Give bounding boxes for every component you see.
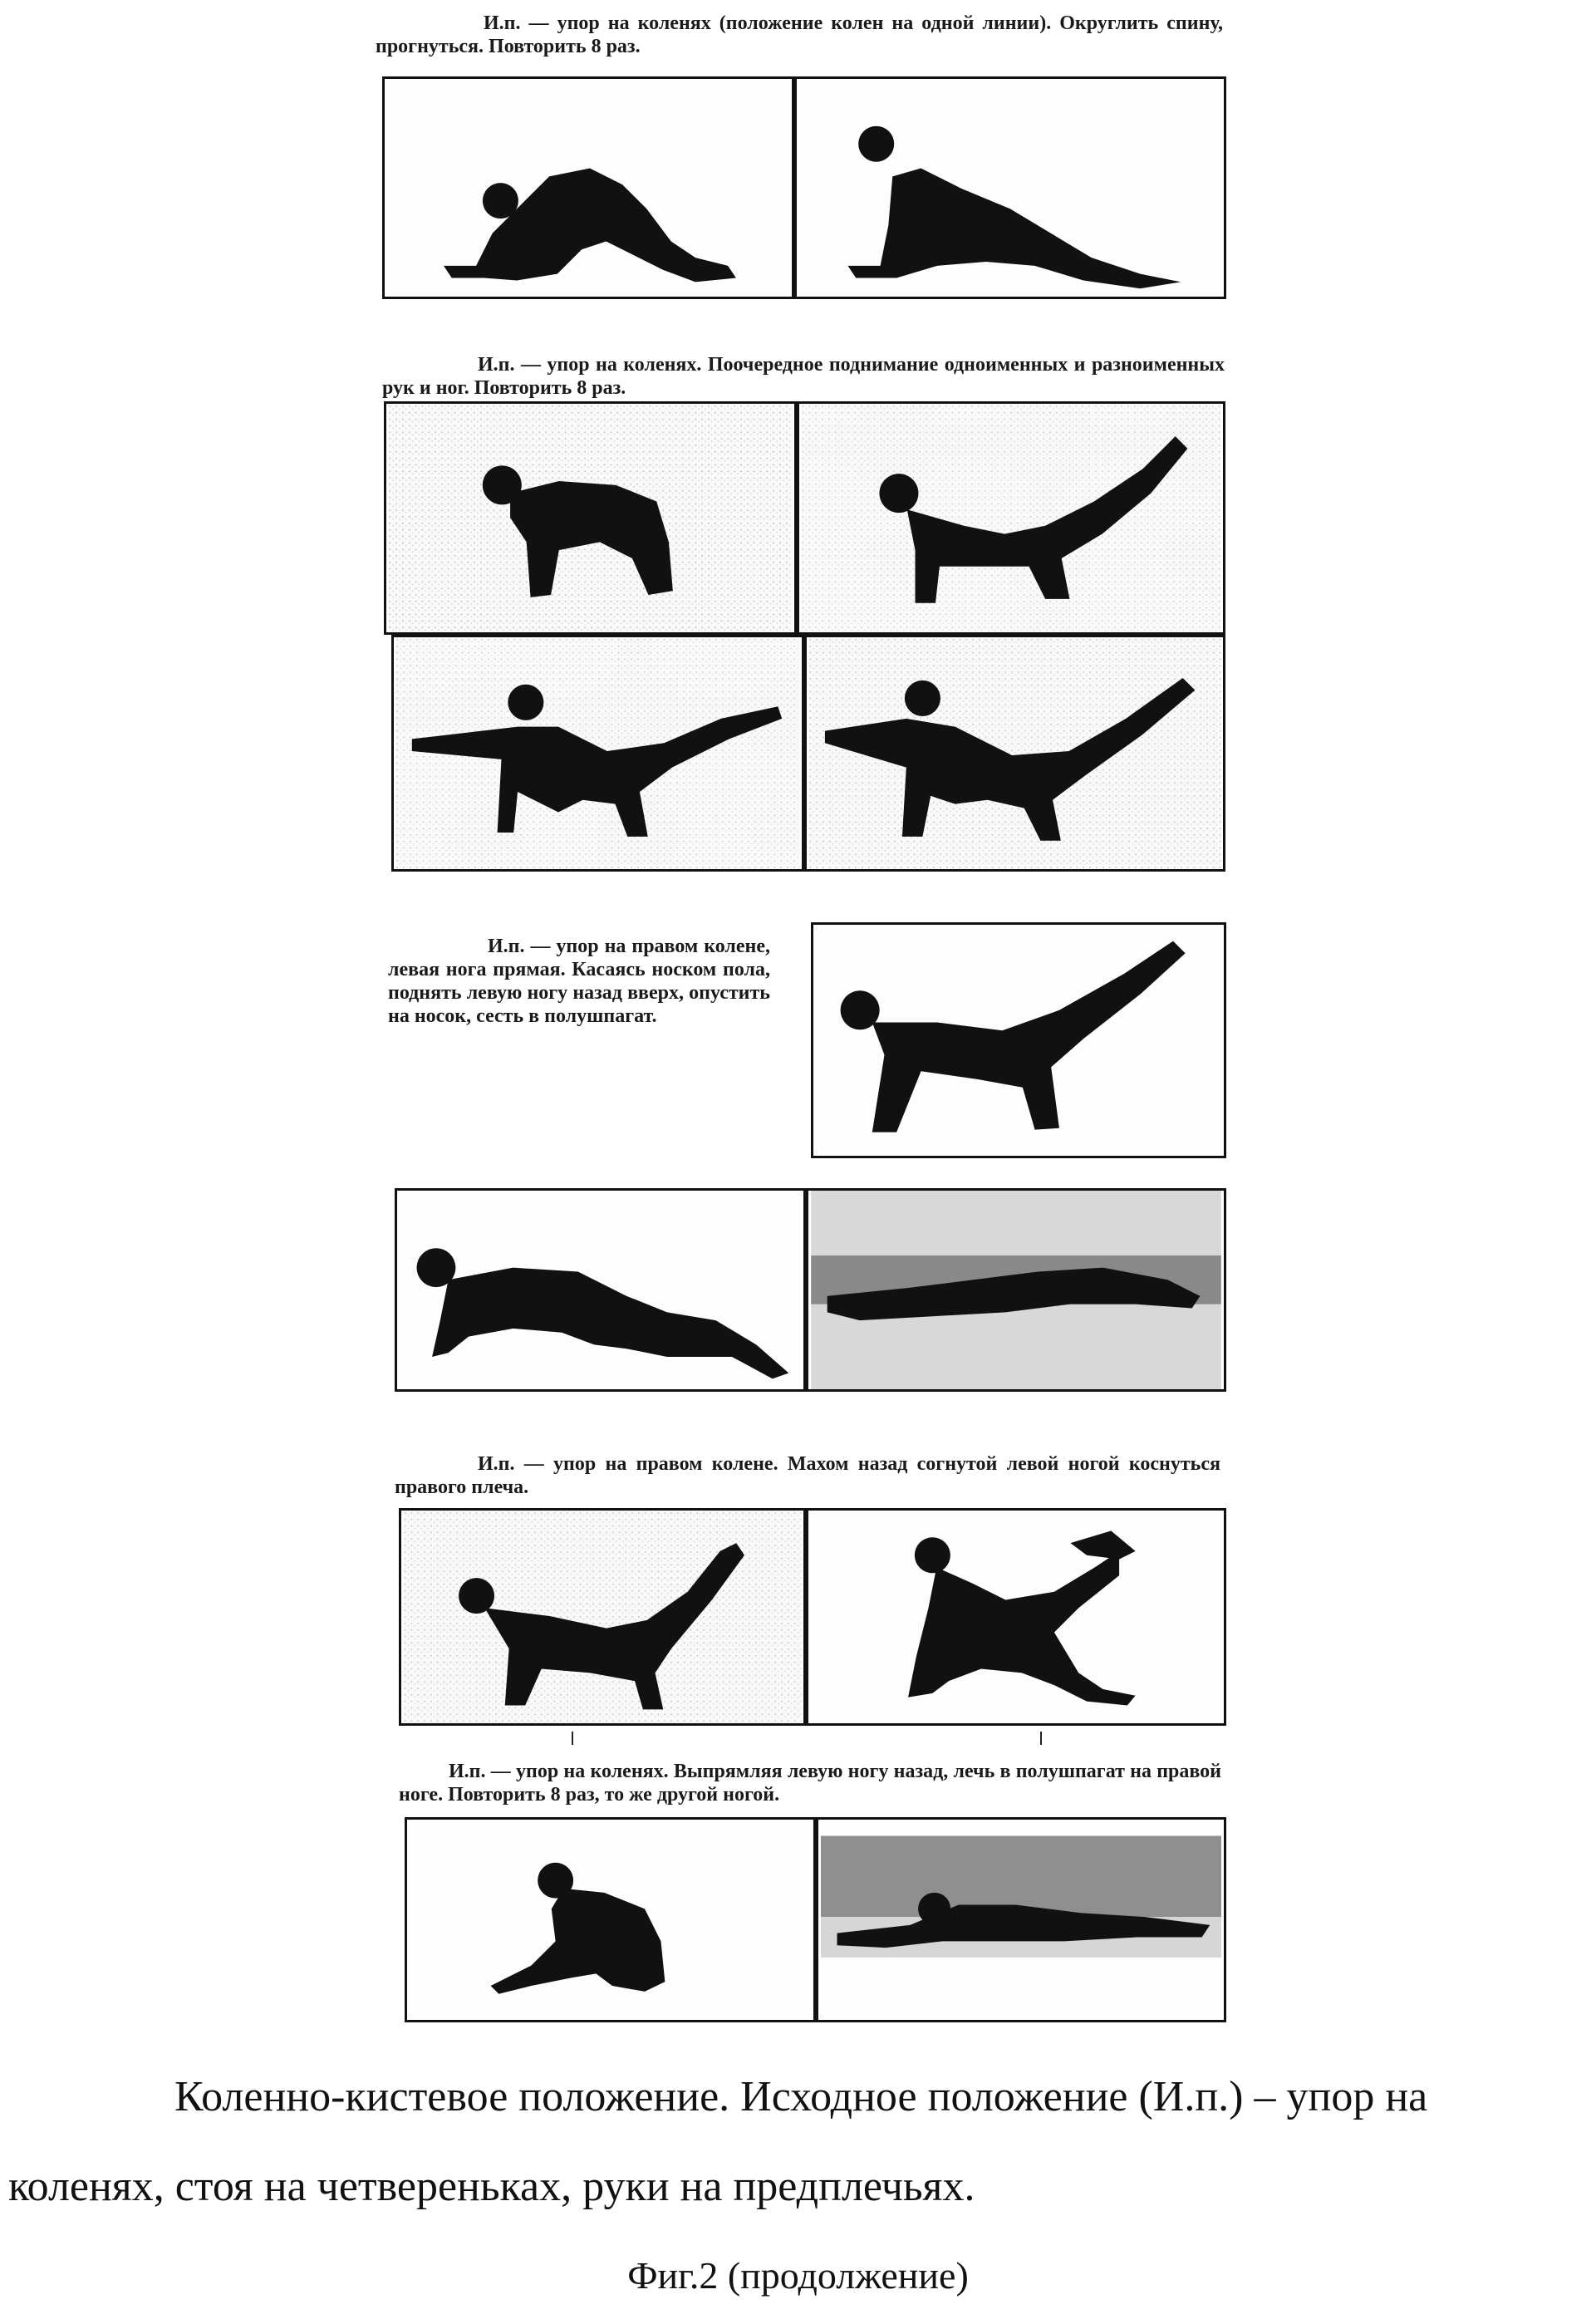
exercise-2-photo-1	[384, 401, 797, 635]
body-paragraph-line-1: Коленно-кистевое положение. Исходное положение (И.п.) – упор на	[174, 2073, 1428, 2120]
silhouette-lying-half-split	[818, 1820, 1224, 2020]
silhouette-same-arm-leg	[807, 637, 1223, 869]
exercise-1-caption: И.п. — упор на коленях (положение колен на одной линии). Округлить спину, прогнуться. Повторить 8 раз.	[376, 12, 1223, 57]
exercise-2-photo-3	[391, 635, 804, 872]
silhouette-crouch	[407, 1820, 813, 2020]
exercise-1-photo-2	[794, 76, 1226, 299]
divider-tick-2	[1040, 1732, 1042, 1745]
silhouette-cat-round-back	[385, 79, 792, 297]
exercise-3-caption: И.п. — упор на правом колене, левая нога прямая. Касаясь носком пола, поднять левую ногу назад вверх, опустить на носок, сесть в полушпагат.	[388, 936, 770, 1027]
silhouette-knee-to-shoulder	[808, 1511, 1224, 1723]
exercise-5-caption: И.п. — упор на коленях. Выпрямляя левую ногу назад, лечь в полушпагат на правой ноге. Повторить 8 раз, то же другой ногой.	[399, 1761, 1221, 1806]
exercise-4-caption: И.п. — упор на правом колене. Махом назад согнутой левой ногой коснуться правого плеча.	[395, 1453, 1220, 1498]
silhouette-half-split	[808, 1191, 1224, 1389]
silhouette-leg-raise	[799, 404, 1223, 632]
exercise-1-photo-1	[382, 76, 794, 299]
silhouette-bent-leg-back	[401, 1511, 803, 1723]
silhouette-toe-touch	[397, 1191, 803, 1389]
silhouette-cat-arched-back	[797, 79, 1224, 297]
exercise-5-photo-1	[405, 1817, 816, 2022]
exercise-3-photo-1	[811, 922, 1226, 1158]
exercise-2-photo-2	[797, 401, 1225, 635]
exercise-3-photo-3	[806, 1188, 1226, 1392]
exercise-4-photo-2	[806, 1508, 1226, 1726]
exercise-3-photo-2	[395, 1188, 806, 1392]
exercise-2-caption: И.п. — упор на коленях. Поочередное поднимание одноименных и разноименных рук и ног. Повторить 8 раз.	[382, 354, 1225, 399]
silhouette-opposite-arm-leg	[394, 637, 802, 869]
silhouette-leg-back-up	[813, 925, 1224, 1156]
exercise-2-photo-4	[804, 635, 1225, 872]
silhouette-all-fours	[386, 404, 794, 632]
body-paragraph-line-2: коленях, стоя на четвереньках, руки на предплечьях.	[8, 2163, 975, 2210]
exercise-4-photo-1	[399, 1508, 806, 1726]
exercise-5-photo-2	[816, 1817, 1226, 2022]
divider-tick-1	[572, 1732, 573, 1745]
figure-caption: Фиг.2 (продолжение)	[627, 2254, 969, 2297]
